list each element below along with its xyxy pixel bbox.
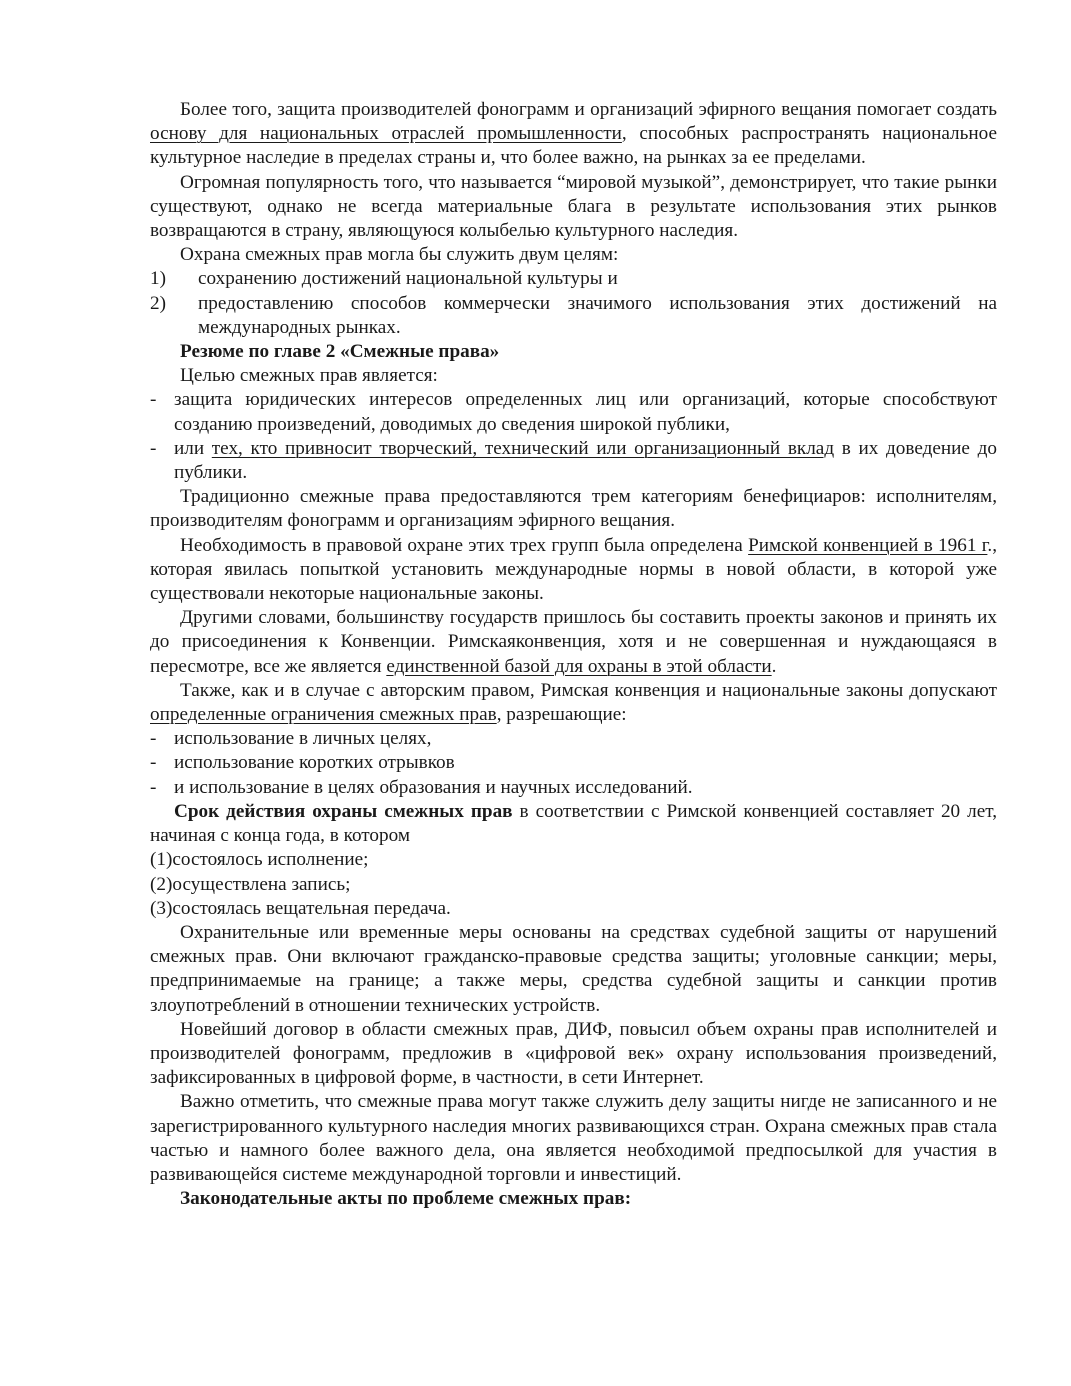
numbered-item: [150, 292, 997, 340]
underlined-phrase: определенные ограничения смежных прав: [150, 704, 497, 726]
underlined-phrase: основу для национальных отраслей промышленности: [150, 123, 622, 145]
dash-marker: -: [150, 752, 157, 774]
dash-marker: -: [150, 437, 157, 459]
paragraph-cultural-heritage: Важно отметить, что смежные права могут также служить делу защиты нигде не записанного и не зарегистрированного культурного наследия многих развивающихся стран. Охрана смежных прав стала частью и намного более важного дела, она является необходимой предпосылкой для участия в развивающейся системе международной торговли и инвестиций.: [150, 1091, 997, 1185]
section-heading-summary: Резюме по главе 2 «Смежные права»: [180, 341, 500, 363]
paragraph-rome-convention: Необходимость в правовой охране этих трех групп была определена Римской конвенцией в 1961 г., которая явилась попыткой установить международные нормы в новой области, в которой уже существовали некоторые национальные законы.: [150, 534, 997, 605]
paragraph-world-music: Огромная популярность того, что называется “мировой музыкой”, демонстрирует, что такие рынки существуют, однако не всегда материальные блага в результате использования этих рынков возвращаются в страну, являющуюся колыбелью культурного наследия.: [150, 171, 997, 242]
paragraph-newest-treaty: Новейший договор в области смежных прав, ДИФ, повысил объем охраны прав исполнителей и производителей фонограмм, предложив в «цифровой век» охрану использования произведений, зафиксированных в цифровой форме, в частности, в сети Интернет.: [150, 1018, 997, 1089]
paragraph-protective-measures: Охранительные или временные меры основаны на средствах судебной защиты от нарушений смежных прав. Они включают гражданско-правовые средства защиты; уголовные санкции; меры, предпринимаемые на границе; а также меры, средства судебной защиты и санкции против злоупотреблений в отношении технических устройств.: [150, 921, 997, 1016]
paragraph-other-words: Другими словами, большинству государств пришлось бы составить проекты законов и принять их до присоединения к Конвенции. Римскаяконвенция, хотя и не совершенная и нуждающаяся в пересмотре, все же является единственной базой для охраны в этой области.: [150, 607, 997, 677]
paragraph-beneficiaries: Традиционно смежные права предоставляются трем категориям бенефициаров: исполнителям, производителям фонограмм и организациям эфирного вещания.: [150, 486, 997, 532]
dash-list-item: [150, 727, 997, 751]
document-page: [150, 98, 997, 1211]
paren-item: (1)состоялось исполнение;: [150, 849, 369, 871]
paragraph-protection-term: Срок действия охраны смежных прав в соответствии с Римской конвенцией составляет 20 лет, начиная с конца года, в котором: [150, 800, 997, 847]
paragraph-producers-protection: Более того, защита производителей фонограмм и организаций эфирного вещания помогает создать основу для национальных отраслей промышленности, способных распространять национальное культурное наследие в пределах страны и, что более важно, на рынках за ее пределами.: [150, 99, 997, 169]
bold-phrase: Срок действия охраны смежных прав: [174, 800, 513, 822]
item-number: 1): [150, 268, 166, 290]
item-text: использование коротких отрывков: [174, 752, 455, 774]
numbered-item: [150, 267, 997, 291]
underlined-phrase: единственной базой для охраны в этой области: [386, 655, 772, 677]
paragraph-limitations: Также, как и в случае с авторским правом, Римская конвенция и национальные законы допускают определенные ограничения смежных прав, разрешающие:: [150, 679, 997, 726]
underlined-phrase: тех, кто привносит творческий, технический или организационный вклад: [211, 437, 835, 459]
underlined-phrase: Римской конвенцией в 1961 г: [748, 534, 988, 556]
dash-marker: -: [150, 389, 157, 411]
paren-item: (3)состоялась вещательная передача.: [150, 897, 451, 919]
dash-list-item: [150, 751, 997, 775]
section-heading-legislation: Законодательные акты по проблеме смежных прав:: [180, 1188, 632, 1210]
item-text: использование в личных целях,: [174, 728, 432, 750]
dash-marker: -: [150, 776, 157, 798]
paren-item: (2)осуществлена запись;: [150, 873, 351, 895]
dash-list-item: [150, 776, 997, 800]
item-text: предоставлению способов коммерчески значимого использования этих достижений на международных рынках.: [198, 292, 997, 338]
item-text: сохранению достижений национальной культуры и: [198, 268, 618, 290]
paragraph-goal-intro: Целью смежных прав является:: [180, 365, 438, 387]
dash-list-item: - или тех, кто привносит творческий, технический или организационный вклад в их доведение до публики.: [150, 437, 997, 484]
item-number: 2): [150, 292, 166, 314]
dash-list-item: [150, 388, 997, 436]
paragraph-two-goals: Охрана смежных прав могла бы служить двум целям:: [180, 244, 619, 266]
item-text: защита юридических интересов определенных лиц или организаций, которые способствуют созданию произведений, доводимых до сведения широкой публики,: [174, 389, 997, 435]
dash-marker: -: [150, 728, 157, 750]
item-text: и использование в целях образования и научных исследований.: [174, 776, 693, 798]
